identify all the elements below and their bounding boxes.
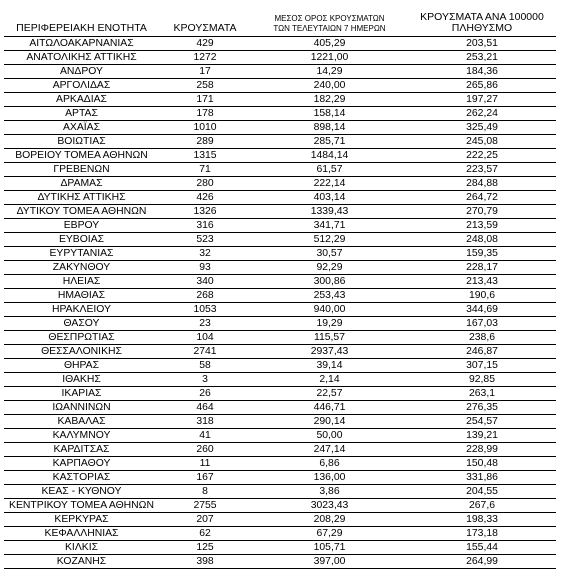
avg7-cell: 2,14 — [251, 373, 408, 387]
table-row — [4, 135, 556, 149]
avg7-cell: 403,14 — [251, 191, 408, 205]
table-row — [4, 93, 556, 107]
table-row — [4, 499, 556, 513]
per100k-cell: 245,08 — [408, 135, 556, 149]
avg7-cell: 290,14 — [251, 415, 408, 429]
table-row — [4, 415, 556, 429]
avg7-cell: 30,57 — [251, 247, 408, 261]
region-cell: ΖΑΚΥΝΘΟΥ — [4, 261, 159, 275]
avg7-cell: 253,43 — [251, 289, 408, 303]
per100k-cell: 203,51 — [408, 37, 556, 51]
per100k-cell: 159,35 — [408, 247, 556, 261]
table-row — [4, 331, 556, 345]
cases-cell: 1315 — [159, 149, 251, 163]
per100k-cell: 228,17 — [408, 261, 556, 275]
avg7-cell: 285,71 — [251, 135, 408, 149]
per100k-cell: 139,21 — [408, 429, 556, 443]
table-row — [4, 555, 556, 569]
per100k-cell: 265,86 — [408, 79, 556, 93]
avg7-cell: 19,29 — [251, 317, 408, 331]
table-row — [4, 65, 556, 79]
table-row — [4, 51, 556, 65]
region-cell: ΔΥΤΙΚΗΣ ΑΤΤΙΚΗΣ — [4, 191, 159, 205]
avg7-cell: 1221,00 — [251, 51, 408, 65]
header-cases: ΚΡΟΥΣΜΑΤΑ — [159, 12, 251, 37]
per100k-cell: 248,08 — [408, 233, 556, 247]
avg7-cell: 136,00 — [251, 471, 408, 485]
region-cell: ΙΚΑΡΙΑΣ — [4, 387, 159, 401]
cases-cell: 93 — [159, 261, 251, 275]
table-row — [4, 261, 556, 275]
cases-cell: 268 — [159, 289, 251, 303]
cases-cell: 17 — [159, 65, 251, 79]
per100k-cell: 276,35 — [408, 401, 556, 415]
table-row — [4, 149, 556, 163]
table-row — [4, 345, 556, 359]
per100k-cell: 197,27 — [408, 93, 556, 107]
cases-cell: 58 — [159, 359, 251, 373]
per100k-cell: 167,03 — [408, 317, 556, 331]
per100k-cell: 307,15 — [408, 359, 556, 373]
table-row — [4, 289, 556, 303]
region-cell: ΘΕΣΣΑΛΟΝΙΚΗΣ — [4, 345, 159, 359]
avg7-cell: 512,29 — [251, 233, 408, 247]
cases-cell: 2741 — [159, 345, 251, 359]
per100k-cell: 344,69 — [408, 303, 556, 317]
table-row — [4, 191, 556, 205]
cases-cell: 32 — [159, 247, 251, 261]
per100k-cell: 284,88 — [408, 177, 556, 191]
table-body — [4, 37, 556, 569]
avg7-cell: 247,14 — [251, 443, 408, 457]
cases-cell: 260 — [159, 443, 251, 457]
cases-cell: 71 — [159, 163, 251, 177]
avg7-cell: 14,29 — [251, 65, 408, 79]
region-cell: ΑΡΓΟΛΙΔΑΣ — [4, 79, 159, 93]
table-row — [4, 429, 556, 443]
cases-cell: 11 — [159, 457, 251, 471]
per100k-cell: 264,99 — [408, 555, 556, 569]
region-cell: ΚΙΛΚΙΣ — [4, 541, 159, 555]
table-row — [4, 527, 556, 541]
per100k-cell: 262,24 — [408, 107, 556, 121]
table-row — [4, 485, 556, 499]
cases-cell: 167 — [159, 471, 251, 485]
cases-cell: 125 — [159, 541, 251, 555]
region-cell: ΚΟΖΑΝΗΣ — [4, 555, 159, 569]
cases-cell: 8 — [159, 485, 251, 499]
table-row — [4, 163, 556, 177]
header-region: ΠΕΡΙΦΕΡΕΙΑΚΗ ΕΝΟΤΗΤΑ — [4, 12, 159, 37]
table-row — [4, 177, 556, 191]
cases-cell: 258 — [159, 79, 251, 93]
avg7-cell: 341,71 — [251, 219, 408, 233]
avg7-cell: 397,00 — [251, 555, 408, 569]
region-cell: ΚΑΡΠΑΘΟΥ — [4, 457, 159, 471]
cases-cell: 398 — [159, 555, 251, 569]
per100k-cell: 223,57 — [408, 163, 556, 177]
region-cell: ΕΥΡΥΤΑΝΙΑΣ — [4, 247, 159, 261]
cases-cell: 1053 — [159, 303, 251, 317]
per100k-cell: 190,6 — [408, 289, 556, 303]
table-row — [4, 79, 556, 93]
per100k-cell: 253,21 — [408, 51, 556, 65]
avg7-cell: 222,14 — [251, 177, 408, 191]
cases-cell: 2755 — [159, 499, 251, 513]
per100k-cell: 246,87 — [408, 345, 556, 359]
per100k-cell: 264,72 — [408, 191, 556, 205]
table-row — [4, 107, 556, 121]
avg7-cell: 22,57 — [251, 387, 408, 401]
cases-cell: 289 — [159, 135, 251, 149]
region-cell: ΗΛΕΙΑΣ — [4, 275, 159, 289]
per100k-cell: 198,33 — [408, 513, 556, 527]
per100k-cell: 204,55 — [408, 485, 556, 499]
cases-cell: 464 — [159, 401, 251, 415]
region-cell: ΔΡΑΜΑΣ — [4, 177, 159, 191]
per100k-cell: 92,85 — [408, 373, 556, 387]
avg7-cell: 50,00 — [251, 429, 408, 443]
table-row — [4, 233, 556, 247]
header-avg7-line2: ΤΩΝ ΤΕΛΕΥΤΑΙΩΝ 7 ΗΜΕΡΩΝ — [273, 24, 386, 33]
table-row — [4, 387, 556, 401]
region-cell: ΚΕΡΚΥΡΑΣ — [4, 513, 159, 527]
header-avg7-line1: ΜΕΣΟΣ ΟΡΟΣ ΚΡΟΥΣΜΑΤΩΝ — [274, 14, 385, 23]
avg7-cell: 1339,43 — [251, 205, 408, 219]
table-row — [4, 471, 556, 485]
covid-cases-table — [4, 12, 556, 569]
per100k-cell: 270,79 — [408, 205, 556, 219]
cases-cell: 316 — [159, 219, 251, 233]
per100k-cell: 267,6 — [408, 499, 556, 513]
region-cell: ΚΑΣΤΟΡΙΑΣ — [4, 471, 159, 485]
avg7-cell: 940,00 — [251, 303, 408, 317]
table-header — [4, 12, 556, 37]
per100k-cell: 213,43 — [408, 275, 556, 289]
avg7-cell: 300,86 — [251, 275, 408, 289]
avg7-cell: 6,86 — [251, 457, 408, 471]
header-per100k-line2: ΠΛΗΘΥΣΜΟ — [451, 22, 513, 34]
avg7-cell: 158,14 — [251, 107, 408, 121]
region-cell: ΙΘΑΚΗΣ — [4, 373, 159, 387]
avg7-cell: 1484,14 — [251, 149, 408, 163]
avg7-cell: 182,29 — [251, 93, 408, 107]
table-row — [4, 513, 556, 527]
cases-cell: 104 — [159, 331, 251, 345]
cases-cell: 207 — [159, 513, 251, 527]
table-row — [4, 359, 556, 373]
avg7-cell: 39,14 — [251, 359, 408, 373]
cases-cell: 340 — [159, 275, 251, 289]
header-per100k-line1: ΚΡΟΥΣΜΑΤΑ ΑΝΑ 100000 — [420, 11, 544, 23]
table-row — [4, 121, 556, 135]
per100k-cell: 263,1 — [408, 387, 556, 401]
region-cell: ΙΩΑΝΝΙΝΩΝ — [4, 401, 159, 415]
avg7-cell: 61,57 — [251, 163, 408, 177]
avg7-cell: 92,29 — [251, 261, 408, 275]
region-cell: ΔΥΤΙΚΟΥ ΤΟΜΕΑ ΑΘΗΝΩΝ — [4, 205, 159, 219]
region-cell: ΑΝΔΡΟΥ — [4, 65, 159, 79]
per100k-cell: 184,36 — [408, 65, 556, 79]
cases-cell: 3 — [159, 373, 251, 387]
table-row — [4, 401, 556, 415]
cases-cell: 1010 — [159, 121, 251, 135]
avg7-cell: 3,86 — [251, 485, 408, 499]
avg7-cell: 405,29 — [251, 37, 408, 51]
avg7-cell: 240,00 — [251, 79, 408, 93]
region-cell: ΘΗΡΑΣ — [4, 359, 159, 373]
region-cell: ΚΑΛΥΜΝΟΥ — [4, 429, 159, 443]
table-row — [4, 37, 556, 51]
per100k-cell: 254,57 — [408, 415, 556, 429]
cases-cell: 62 — [159, 527, 251, 541]
table-row — [4, 373, 556, 387]
avg7-cell: 446,71 — [251, 401, 408, 415]
cases-cell: 23 — [159, 317, 251, 331]
header-avg7 — [251, 12, 408, 37]
header-row — [4, 12, 556, 37]
avg7-cell: 67,29 — [251, 527, 408, 541]
region-cell: ΘΑΣΟΥ — [4, 317, 159, 331]
region-cell: ΚΕΝΤΡΙΚΟΥ ΤΟΜΕΑ ΑΘΗΝΩΝ — [4, 499, 159, 513]
cases-cell: 171 — [159, 93, 251, 107]
table-row — [4, 275, 556, 289]
region-cell: ΚΕΑΣ - ΚΥΘΝΟΥ — [4, 485, 159, 499]
cases-cell: 26 — [159, 387, 251, 401]
table-row — [4, 443, 556, 457]
avg7-cell: 208,29 — [251, 513, 408, 527]
region-cell: ΗΡΑΚΛΕΙΟΥ — [4, 303, 159, 317]
table-row — [4, 317, 556, 331]
per100k-cell: 155,44 — [408, 541, 556, 555]
region-cell: ΑΝΑΤΟΛΙΚΗΣ ΑΤΤΙΚΗΣ — [4, 51, 159, 65]
table-row — [4, 247, 556, 261]
region-cell: ΚΑΒΑΛΑΣ — [4, 415, 159, 429]
header-per100k — [408, 12, 556, 37]
table-row — [4, 219, 556, 233]
cases-cell: 318 — [159, 415, 251, 429]
table-row — [4, 457, 556, 471]
region-cell: ΚΕΦΑΛΛΗΝΙΑΣ — [4, 527, 159, 541]
avg7-cell: 2937,43 — [251, 345, 408, 359]
region-cell: ΑΡΤΑΣ — [4, 107, 159, 121]
cases-cell: 1326 — [159, 205, 251, 219]
region-cell: ΑΧΑΪΑΣ — [4, 121, 159, 135]
region-cell: ΑΙΤΩΛΟΑΚΑΡΝΑΝΙΑΣ — [4, 37, 159, 51]
region-cell: ΚΑΡΔΙΤΣΑΣ — [4, 443, 159, 457]
avg7-cell: 115,57 — [251, 331, 408, 345]
per100k-cell: 325,49 — [408, 121, 556, 135]
per100k-cell: 213,59 — [408, 219, 556, 233]
region-cell: ΘΕΣΠΡΩΤΙΑΣ — [4, 331, 159, 345]
per100k-cell: 222,25 — [408, 149, 556, 163]
cases-cell: 429 — [159, 37, 251, 51]
table-row — [4, 303, 556, 317]
cases-cell: 280 — [159, 177, 251, 191]
region-cell: ΓΡΕΒΕΝΩΝ — [4, 163, 159, 177]
region-cell: ΗΜΑΘΙΑΣ — [4, 289, 159, 303]
avg7-cell: 105,71 — [251, 541, 408, 555]
per100k-cell: 150,48 — [408, 457, 556, 471]
per100k-cell: 331,86 — [408, 471, 556, 485]
per100k-cell: 228,99 — [408, 443, 556, 457]
per100k-cell: 173,18 — [408, 527, 556, 541]
cases-cell: 178 — [159, 107, 251, 121]
per100k-cell: 238,6 — [408, 331, 556, 345]
region-cell: ΑΡΚΑΔΙΑΣ — [4, 93, 159, 107]
region-cell: ΒΟΙΩΤΙΑΣ — [4, 135, 159, 149]
region-cell: ΒΟΡΕΙΟΥ ΤΟΜΕΑ ΑΘΗΝΩΝ — [4, 149, 159, 163]
cases-cell: 41 — [159, 429, 251, 443]
region-cell: ΕΥΒΟΙΑΣ — [4, 233, 159, 247]
cases-cell: 426 — [159, 191, 251, 205]
table-row — [4, 205, 556, 219]
cases-cell: 523 — [159, 233, 251, 247]
avg7-cell: 898,14 — [251, 121, 408, 135]
region-cell: ΕΒΡΟΥ — [4, 219, 159, 233]
avg7-cell: 3023,43 — [251, 499, 408, 513]
table-row — [4, 541, 556, 555]
cases-cell: 1272 — [159, 51, 251, 65]
